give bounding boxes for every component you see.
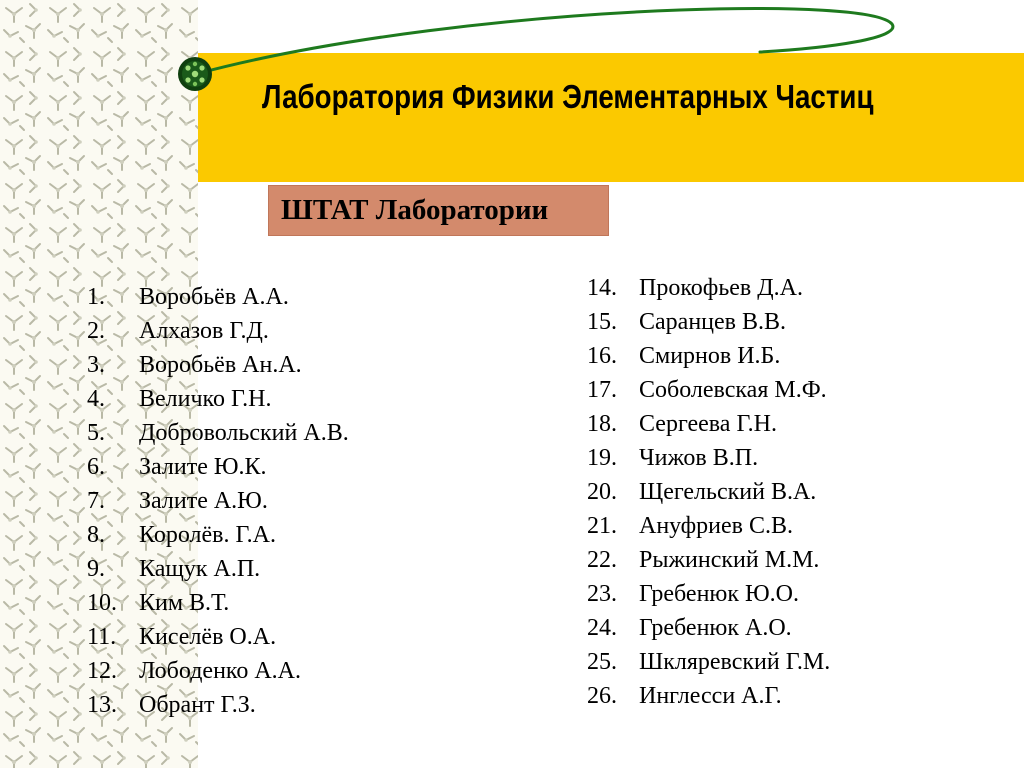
item-number: 5.: [87, 420, 105, 446]
item-number: 15.: [587, 309, 617, 335]
staff-name: Залите А.Ю.: [139, 488, 268, 514]
item-number: 3.: [87, 352, 105, 378]
item-number: 1.: [87, 284, 105, 310]
list-item: [587, 305, 830, 339]
staff-name: Залите Ю.К.: [139, 454, 267, 480]
staff-name: Прокофьев Д.А.: [639, 275, 803, 301]
list-item: [587, 679, 830, 713]
list-item: [87, 416, 349, 450]
staff-name: Величко Г.Н.: [139, 386, 272, 412]
particle-atom-icon: [178, 57, 212, 91]
list-item: [87, 552, 349, 586]
item-number: 19.: [587, 445, 617, 471]
staff-name: Инглесси А.Г.: [639, 683, 782, 709]
staff-name: Лободенко А.А.: [139, 658, 302, 684]
staff-name: Воробьёв Ан.А.: [139, 352, 302, 378]
staff-name: Сергеева Г.Н.: [639, 411, 777, 437]
list-item: [587, 509, 830, 543]
list-item: [87, 688, 349, 722]
item-number: 9.: [87, 556, 105, 582]
list-item: [587, 611, 830, 645]
staff-name: Смирнов И.Б.: [639, 343, 781, 369]
item-number: 7.: [87, 488, 105, 514]
list-item: [587, 407, 830, 441]
list-item: [87, 620, 349, 654]
list-item: [87, 450, 349, 484]
staff-name: Гребенюк А.О.: [639, 615, 792, 641]
item-number: 4.: [87, 386, 105, 412]
subtitle: ШТАТ Лаборатории: [281, 194, 549, 226]
item-number: 20.: [587, 479, 617, 505]
item-number: 6.: [87, 454, 105, 480]
list-item: [87, 314, 349, 348]
staff-name: Королёв. Г.А.: [139, 522, 276, 548]
staff-name: Рыжинский М.М.: [639, 547, 820, 573]
staff-name: Киселёв О.А.: [139, 624, 277, 650]
list-item: [87, 484, 349, 518]
item-number: 24.: [587, 615, 617, 641]
item-number: 11.: [87, 624, 117, 650]
item-number: 16.: [587, 343, 617, 369]
item-number: 25.: [587, 649, 617, 675]
list-item: [87, 382, 349, 416]
staff-name: Гребенюк Ю.О.: [639, 581, 799, 607]
item-number: 8.: [87, 522, 105, 548]
list-item: [587, 543, 830, 577]
list-item: [587, 373, 830, 407]
item-number: 22.: [587, 547, 617, 573]
item-number: 13.: [87, 692, 117, 718]
list-item: [587, 475, 830, 509]
staff-name: Добровольский А.В.: [139, 420, 349, 446]
page-title: Лаборатория Физики Элементарных Частиц: [262, 78, 874, 115]
item-number: 26.: [587, 683, 617, 709]
item-number: 10.: [87, 590, 117, 616]
staff-name: Саранцев В.В.: [639, 309, 786, 335]
list-item: [587, 577, 830, 611]
item-number: 17.: [587, 377, 617, 403]
list-item: [87, 518, 349, 552]
subtitle-box: [268, 185, 609, 236]
staff-name: Чижов В.П.: [639, 445, 759, 471]
staff-name: Шкляревский Г.М.: [639, 649, 831, 675]
item-number: 21.: [587, 513, 617, 539]
list-item: [87, 348, 349, 382]
list-item: [87, 280, 349, 314]
item-number: 2.: [87, 318, 105, 344]
item-number: 18.: [587, 411, 617, 437]
staff-name: Кащук А.П.: [139, 556, 261, 582]
list-item: [587, 645, 830, 679]
staff-name: Ануфриев С.В.: [639, 513, 793, 539]
staff-name: Алхазов Г.Д.: [139, 318, 269, 344]
list-item: [87, 654, 349, 688]
list-item: [587, 441, 830, 475]
staff-name: Воробьёв А.А.: [139, 284, 289, 310]
list-item: [587, 339, 830, 373]
list-item: [587, 271, 830, 305]
staff-list-column-2: [587, 271, 830, 713]
staff-list-column-1: [87, 280, 349, 722]
item-number: 12.: [87, 658, 117, 684]
staff-name: Соболевская М.Ф.: [639, 377, 827, 403]
list-item: [87, 586, 349, 620]
staff-name: Щегельский В.А.: [639, 479, 817, 505]
item-number: 23.: [587, 581, 617, 607]
item-number: 14.: [587, 275, 617, 301]
staff-name: Обрант Г.З.: [139, 692, 256, 718]
staff-name: Ким В.Т.: [139, 590, 230, 616]
